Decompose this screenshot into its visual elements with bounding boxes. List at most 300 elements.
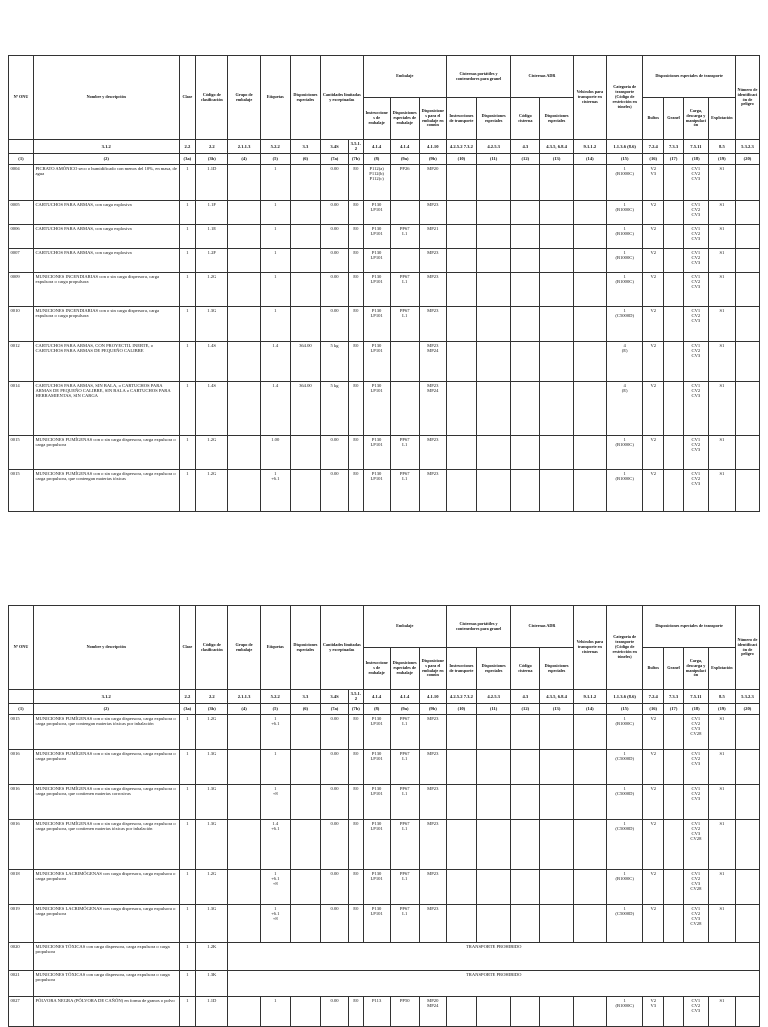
empty-cell: [446, 381, 476, 435]
empty-cell: [446, 341, 476, 381]
cell-line: CV28: [690, 731, 702, 737]
operation-provision-cell: S1: [708, 224, 735, 248]
cell-line: CV2: [691, 790, 701, 796]
header-classification-code: Código de clasificación: [196, 56, 228, 140]
mixed-packing-cell: [419, 819, 446, 869]
cell-line: 1: [623, 785, 626, 791]
ref-cell: 3.4S: [320, 140, 348, 154]
empty-cell: [573, 164, 606, 200]
description-cell: MUNICIONES TÓXICAS con carga dispersora, carga expulsora o carga propulsora: [33, 942, 179, 970]
limited-quantity-cell: 0.00: [320, 272, 348, 306]
cell-line: 1: [623, 870, 626, 876]
reference-row: [9, 690, 760, 704]
cell-line: PP67: [399, 470, 410, 476]
cell-line: CV3: [691, 481, 701, 487]
header-labels: Etiquetas: [260, 56, 290, 140]
operation-provision-cell: S1: [708, 272, 735, 306]
ref-cell: 3.4S: [320, 690, 348, 704]
cell-line: (C5000D): [615, 910, 634, 916]
cell-line: LP101: [370, 206, 383, 212]
cell-line: MP23: [427, 273, 439, 279]
excepted-quantity-cell: E0: [349, 996, 364, 1026]
empty-cell: [511, 469, 540, 511]
cell-line: +6.1: [271, 910, 280, 916]
operation-provision-cell: S1: [708, 381, 735, 435]
excepted-quantity-cell: E0: [349, 469, 364, 511]
packing-instructions-cell: [363, 749, 390, 784]
cell-line: V2: [650, 201, 657, 207]
cell-line: CV1: [691, 273, 701, 279]
header-tank-special: Disposiciones especiales: [476, 648, 510, 690]
empty-cell: [446, 306, 476, 341]
loading-provision-cell: [683, 248, 708, 272]
table-row: [9, 224, 760, 248]
transport-category-cell: [606, 714, 642, 749]
cell-line: 1: [274, 715, 277, 721]
empty-cell: [476, 224, 510, 248]
cell-line: CV3: [691, 796, 701, 802]
cell-line: CV1: [691, 201, 701, 207]
packages-provision-cell: [643, 869, 664, 904]
packing-special-cell: [390, 341, 419, 381]
cell-line: PP67: [399, 225, 410, 231]
column-number-cell: (14): [573, 703, 606, 714]
ref-cell: 4.1.4: [363, 140, 390, 154]
cell-line: CV1: [691, 715, 701, 721]
ref-cell: 4.3: [511, 690, 540, 704]
header-transport-category: Categoría de transporte (Código de restricción en túneles): [606, 606, 642, 690]
empty-cell: [511, 996, 540, 1026]
header-transport-special: Disposiciones especiales de transporte: [643, 606, 736, 648]
packing-special-cell: [390, 784, 419, 819]
excepted-quantity-cell: E0: [349, 200, 364, 224]
cell-line: PP67: [399, 870, 410, 876]
cell-line: CV28: [690, 836, 702, 842]
empty-cell: [540, 469, 573, 511]
cell-line: PP67: [399, 715, 410, 721]
cell-line: L1: [402, 230, 408, 236]
special-provisions-cell: [290, 749, 320, 784]
column-number-cell: (12): [511, 703, 540, 714]
header-adr-tanks: Cisternas ADR: [511, 56, 573, 98]
cell-line: CV3: [691, 393, 701, 399]
ref-cell: 5.2.2: [260, 690, 290, 704]
empty-cell: [511, 272, 540, 306]
excepted-quantity-cell: E0: [349, 164, 364, 200]
packing-special-cell: [390, 306, 419, 341]
classification-cell: 1.2G: [196, 272, 228, 306]
cell-line: V2: [650, 750, 657, 756]
cell-line: (B1000C): [615, 475, 634, 481]
cell-line: 1: [274, 470, 277, 476]
header-portable-tanks: Cisternas portátiles y contenedores para granel: [446, 56, 510, 98]
header-adr-special: Disposiciones especiales: [540, 648, 573, 690]
cell-line: (E): [621, 347, 628, 353]
cell-line: MP23: [427, 249, 439, 255]
empty-cell: [476, 200, 510, 224]
table-row: [9, 714, 760, 749]
cell-line: 1: [274, 750, 277, 756]
ref-cell: 4.1.10: [419, 140, 446, 154]
header-operation: Explotación: [708, 98, 735, 140]
cell-line: CV3: [691, 1008, 701, 1014]
packages-provision-cell: [643, 224, 664, 248]
cell-line: CV3: [691, 761, 701, 767]
header-labels: Etiquetas: [260, 606, 290, 690]
empty-cell: [540, 306, 573, 341]
cell-line: CV2: [691, 230, 701, 236]
limited-quantity-cell: 0.00: [320, 224, 348, 248]
cell-line: V2: [650, 307, 657, 313]
operation-provision-cell: S1: [708, 341, 735, 381]
class-cell: 1: [179, 341, 196, 381]
packing-group-cell: [228, 869, 260, 904]
excepted-quantity-cell: E0: [349, 306, 364, 341]
empty-cell: [476, 784, 510, 819]
cell-line: PP67: [399, 307, 410, 313]
description-cell: MUNICIONES INCENDIARIAS con o sin carga dispersora, carga expulsora o carga propulsora: [33, 272, 179, 306]
labels-cell: [260, 749, 290, 784]
description-cell: MUNICIONES FUMÍGENAS con o sin carga dispersora, carga expulsora o carga propulsora, que contienen materias corrosivas: [33, 784, 179, 819]
header-mixed-packing: Disposiciones para el embalaje en común: [419, 98, 446, 140]
class-cell: 1: [179, 200, 196, 224]
limited-quantity-cell: 0.00: [320, 469, 348, 511]
un-number-cell: 0021: [9, 970, 34, 996]
table-row: [9, 749, 760, 784]
empty-cell: [511, 341, 540, 381]
cell-line: CV2: [691, 755, 701, 761]
un-number-cell: 0005: [9, 200, 34, 224]
description-cell: CARTUCHOS PARA ARMAS, con carga explosiva: [33, 224, 179, 248]
header-transport-category: Categoría de transporte (Código de restricción en túneles): [606, 56, 642, 140]
table-row: [9, 819, 760, 869]
cell-line: CV3: [691, 353, 701, 359]
cell-line: P130: [371, 201, 382, 207]
column-number-cell: (7a): [320, 703, 348, 714]
cell-line: MP23: [427, 436, 439, 442]
cell-line: CV2: [691, 347, 701, 353]
column-number-cell: (3b): [196, 153, 228, 164]
ref-cell: 7.2.4: [643, 140, 664, 154]
empty-cell: [446, 272, 476, 306]
cell-line: CV2: [691, 254, 701, 260]
empty-cell: [446, 714, 476, 749]
un-number-cell: 0027: [9, 996, 34, 1026]
header-un: Nº ONU: [9, 606, 34, 690]
hazard-number-cell: [735, 248, 759, 272]
packages-provision-cell: [643, 904, 664, 942]
cell-line: (B1000C): [615, 206, 634, 212]
cell-line: 1: [623, 249, 626, 255]
cell-line: L1: [402, 720, 408, 726]
description-cell: MUNICIONES LACRIMÓGENAS con carga dispersora, carga expulsora o carga propulsora: [33, 904, 179, 942]
header-vehicle: Vehículos para transporte en cisternas: [573, 606, 606, 690]
cell-line: +8: [272, 790, 278, 796]
bulk-provision-cell: [664, 381, 684, 435]
special-provisions-cell: [290, 224, 320, 248]
cell-line: CV3: [691, 881, 701, 887]
column-number-cell: (3a): [179, 703, 196, 714]
description-cell: PICRATO AMÓNICO seco o humidificado con menos del 10%, en masa, de agua: [33, 164, 179, 200]
column-number-cell: (4): [228, 703, 260, 714]
hazard-number-cell: [735, 819, 759, 869]
transport-category-cell: [606, 784, 642, 819]
operation-provision-cell: S1: [708, 749, 735, 784]
transport-category-cell: [606, 200, 642, 224]
header-loading: Carga, descarga y manipulación: [683, 648, 708, 690]
classification-cell: 1.1D: [196, 996, 228, 1026]
un-number-cell: 0006: [9, 224, 34, 248]
column-number-cell: (11): [476, 153, 510, 164]
packing-instructions-cell: [363, 996, 390, 1026]
special-provisions-cell: [290, 784, 320, 819]
packing-special-cell: [390, 996, 419, 1026]
header-hazard-number: Número de identificación de peligro: [735, 606, 759, 690]
bulk-provision-cell: [664, 248, 684, 272]
packages-provision-cell: [643, 381, 664, 435]
mixed-packing-cell: [419, 341, 446, 381]
empty-cell: [446, 749, 476, 784]
cell-line: (B1000C): [615, 441, 634, 447]
cell-line: V2: [650, 785, 657, 791]
cell-line: MP23: [427, 715, 439, 721]
hazard-number-cell: [735, 200, 759, 224]
ref-cell: 2.1.1.3: [228, 140, 260, 154]
cell-line: L1: [402, 910, 408, 916]
bulk-provision-cell: [664, 164, 684, 200]
empty-cell: [446, 200, 476, 224]
empty-cell: [540, 784, 573, 819]
ref-cell: 4.3.5, 6.8.4: [540, 690, 573, 704]
labels-cell: [260, 996, 290, 1026]
mixed-packing-cell: [419, 469, 446, 511]
cell-line: CV3: [691, 831, 701, 837]
loading-provision-cell: [683, 164, 708, 200]
ref-cell: 3.1.2: [33, 690, 179, 704]
column-number-cell: (20): [735, 153, 759, 164]
cell-line: CV1: [691, 470, 701, 476]
empty-cell: [540, 714, 573, 749]
mixed-packing-cell: [419, 749, 446, 784]
cell-line: LP101: [370, 347, 383, 353]
cell-line: V2: [650, 249, 657, 255]
cell-line: 4: [623, 382, 626, 388]
labels-cell: [260, 224, 290, 248]
cell-line: 1: [623, 905, 626, 911]
cell-line: CV2: [691, 441, 701, 447]
column-number-cell: (10): [446, 703, 476, 714]
description-cell: CARTUCHOS PARA ARMAS, con carga explosiva: [33, 200, 179, 224]
column-number-cell: (5): [260, 153, 290, 164]
cell-line: LP101: [370, 441, 383, 447]
transport-category-cell: [606, 996, 642, 1026]
special-provisions-cell: [290, 996, 320, 1026]
limited-quantity-cell: 5 kg: [320, 381, 348, 435]
cell-line: L1: [402, 475, 408, 481]
table-row: [9, 200, 760, 224]
cell-line: V2: [650, 273, 657, 279]
packing-special-cell: [390, 714, 419, 749]
cell-line: (B1000C): [615, 1002, 634, 1008]
cell-line: V2: [650, 436, 657, 442]
transport-category-cell: [606, 469, 642, 511]
bulk-provision-cell: [664, 784, 684, 819]
ref-cell: 2.2: [179, 690, 196, 704]
cell-line: 1.00: [271, 436, 280, 442]
empty-cell: [511, 435, 540, 469]
cell-line: V2: [650, 997, 657, 1003]
cell-line: MP23: [427, 307, 439, 313]
cell-line: PP67: [399, 273, 410, 279]
empty-cell: [446, 869, 476, 904]
cell-line: 1: [274, 165, 277, 171]
bulk-provision-cell: [664, 819, 684, 869]
table-page-2: [8, 605, 760, 1027]
operation-provision-cell: S1: [708, 306, 735, 341]
loading-provision-cell: [683, 224, 708, 248]
cell-line: 1: [623, 436, 626, 442]
cell-line: 1.4: [272, 342, 279, 348]
packing-group-cell: [228, 306, 260, 341]
loading-provision-cell: [683, 381, 708, 435]
cell-line: 1.4: [272, 820, 279, 826]
ref-cell-empty: [9, 140, 34, 154]
excepted-quantity-cell: E0: [349, 272, 364, 306]
cell-line: P130: [371, 820, 382, 826]
empty-cell: [573, 224, 606, 248]
column-number-cell: (9b): [419, 153, 446, 164]
un-number-cell: 0015: [9, 714, 34, 749]
loading-provision-cell: [683, 714, 708, 749]
loading-provision-cell: [683, 306, 708, 341]
limited-quantity-cell: 0.00: [320, 904, 348, 942]
description-cell: MUNICIONES FUMÍGENAS con o sin carga dispersora, carga expulsora o carga propulsora: [33, 749, 179, 784]
header-vehicle: Vehículos para transporte en cisternas: [573, 56, 606, 140]
empty-cell: [511, 164, 540, 200]
hazard-number-cell: [735, 341, 759, 381]
cell-line: (C5000D): [615, 312, 634, 318]
class-cell: 1: [179, 904, 196, 942]
cell-line: MP23: [427, 470, 439, 476]
packing-instructions-cell: [363, 784, 390, 819]
classification-cell: 1.3G: [196, 819, 228, 869]
operation-provision-cell: S1: [708, 869, 735, 904]
cell-line: 1: [274, 273, 277, 279]
cell-line: PP67: [399, 785, 410, 791]
packing-special-cell: [390, 749, 419, 784]
packing-instructions-cell: [363, 306, 390, 341]
cell-line: L1: [402, 278, 408, 284]
cell-line: CV1: [691, 436, 701, 442]
operation-provision-cell: S1: [708, 904, 735, 942]
ref-cell: 2.2: [196, 140, 228, 154]
class-cell: 1: [179, 869, 196, 904]
empty-cell: [446, 996, 476, 1026]
cell-line: CV3: [691, 260, 701, 266]
packages-provision-cell: [643, 200, 664, 224]
cell-line: 1: [623, 997, 626, 1003]
un-number-cell: 0016: [9, 819, 34, 869]
cell-line: CV1: [691, 750, 701, 756]
cell-line: 1: [623, 820, 626, 826]
transport-category-cell: [606, 341, 642, 381]
packages-provision-cell: [643, 306, 664, 341]
cell-line: LP101: [370, 790, 383, 796]
table-row: [9, 904, 760, 942]
column-number-cell: (16): [643, 153, 664, 164]
class-cell: 1: [179, 714, 196, 749]
cell-line: CV3: [691, 176, 701, 182]
cell-line: MP23: [427, 820, 439, 826]
empty-cell: [573, 784, 606, 819]
mixed-packing-cell: [419, 200, 446, 224]
limited-quantity-cell: 0.00: [320, 306, 348, 341]
header-transport-special: Disposiciones especiales de transporte: [643, 56, 736, 98]
empty-cell: [476, 306, 510, 341]
empty-cell: [573, 819, 606, 869]
labels-cell: [260, 272, 290, 306]
labels-cell: [260, 869, 290, 904]
mixed-packing-cell: [419, 224, 446, 248]
classification-cell: 1.2G: [196, 435, 228, 469]
class-cell: 1: [179, 224, 196, 248]
column-number-cell: (9a): [390, 153, 419, 164]
limited-quantity-cell: 0.00: [320, 200, 348, 224]
empty-cell: [573, 996, 606, 1026]
packing-group-cell: [228, 819, 260, 869]
loading-provision-cell: [683, 469, 708, 511]
loading-provision-cell: [683, 869, 708, 904]
header-bulk: Granel: [664, 98, 684, 140]
empty-cell: [511, 306, 540, 341]
column-number-cell: (19): [708, 153, 735, 164]
cell-line: CV1: [691, 307, 701, 313]
ref-cell: 5.3.2.3: [735, 690, 759, 704]
loading-provision-cell: [683, 341, 708, 381]
cell-line: 1.4: [272, 382, 279, 388]
cell-line: MP21: [427, 225, 439, 231]
cell-line: CV2: [691, 387, 701, 393]
packing-group-cell: [228, 435, 260, 469]
cell-line: CV2: [691, 312, 701, 318]
ref-cell: 7.5.11: [683, 690, 708, 704]
ref-cell: 3.1.2: [33, 140, 179, 154]
empty-cell: [573, 306, 606, 341]
operation-provision-cell: S1: [708, 996, 735, 1026]
packages-provision-cell: [643, 248, 664, 272]
special-provisions-cell: [290, 306, 320, 341]
ref-cell: 2.2: [179, 140, 196, 154]
cell-line: V2: [650, 905, 657, 911]
hazard-number-cell: [735, 904, 759, 942]
header-packing-instructions: Instrucciones de embalaje: [363, 648, 390, 690]
cell-line: 1: [274, 249, 277, 255]
cell-line: CV3: [691, 447, 701, 453]
hazard-number-cell: [735, 469, 759, 511]
column-number-cell: (18): [683, 703, 708, 714]
cell-line: (B1000C): [615, 875, 634, 881]
hazard-number-cell: [735, 784, 759, 819]
header-row-1: [9, 606, 760, 648]
empty-cell: [573, 272, 606, 306]
labels-cell: [260, 819, 290, 869]
header-loading: Carga, descarga y manipulación: [683, 98, 708, 140]
special-provisions-cell: [290, 869, 320, 904]
transport-category-cell: [606, 749, 642, 784]
ref-cell: 4.2.5.2 7.3.2: [446, 140, 476, 154]
packing-group-cell: [228, 996, 260, 1026]
bulk-provision-cell: [664, 224, 684, 248]
